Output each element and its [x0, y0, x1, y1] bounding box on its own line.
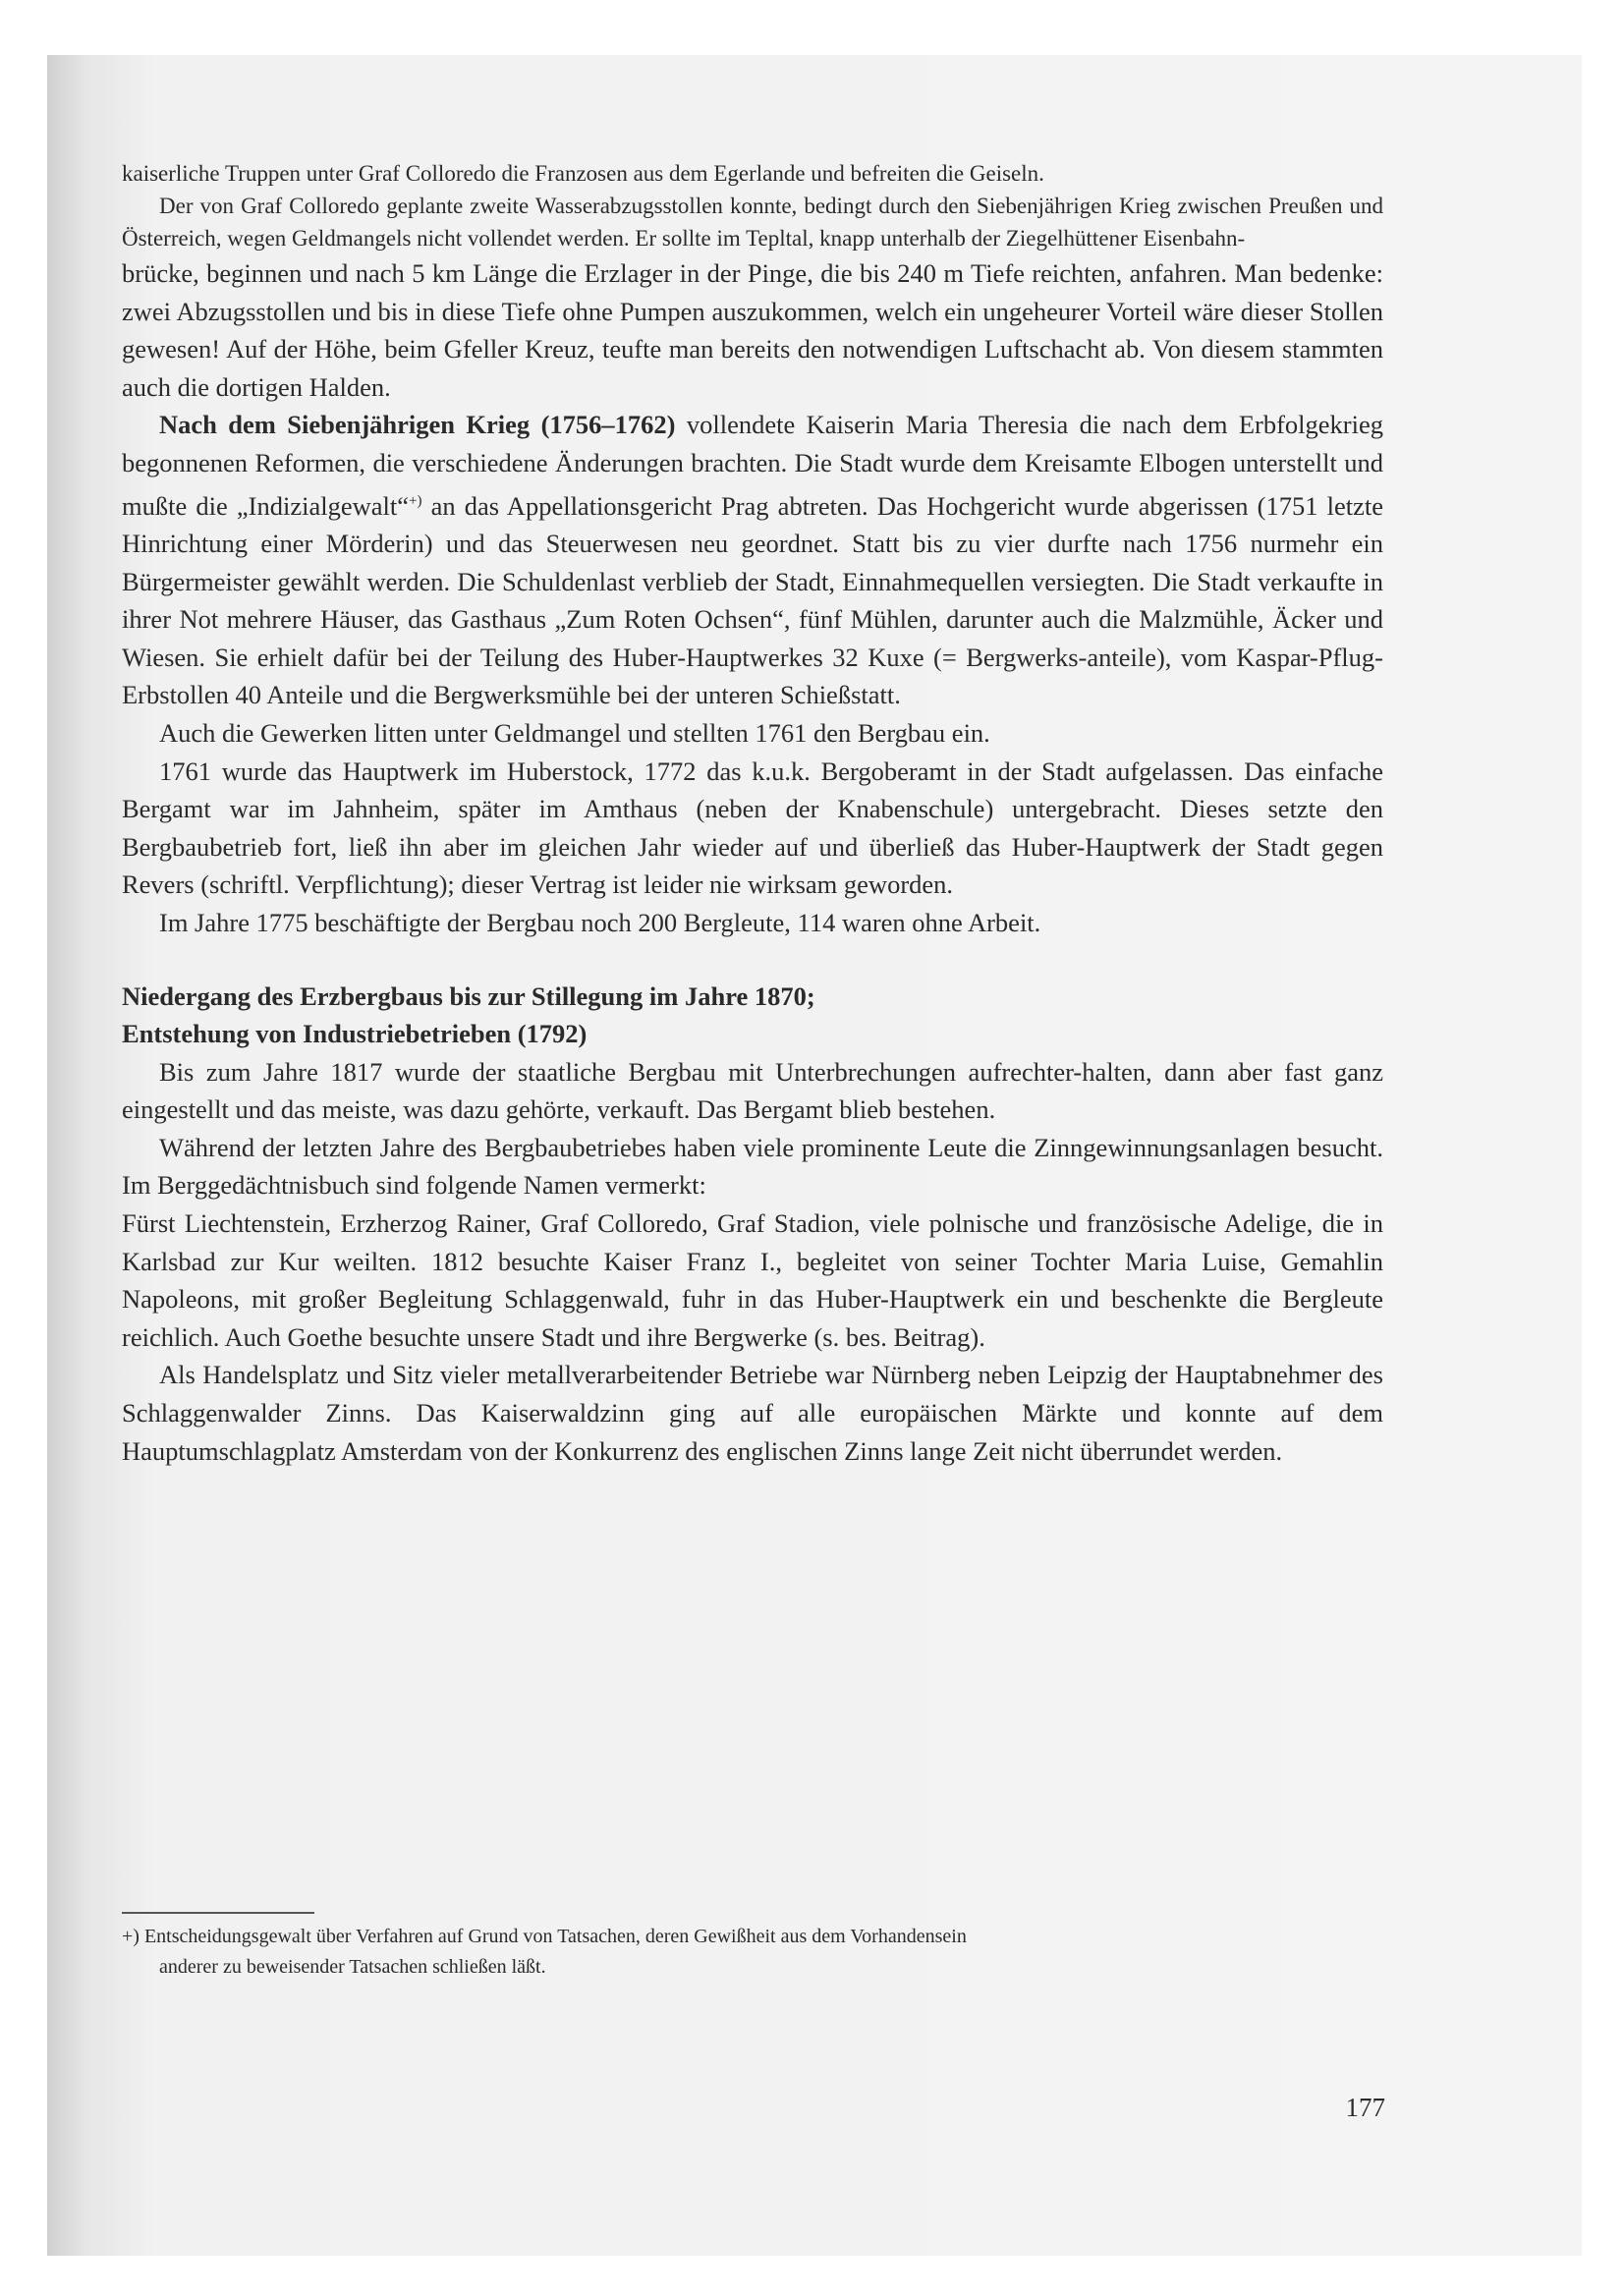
section-heading-line2: Entstehung von Industriebetrieben (1792): [122, 1019, 588, 1049]
paragraph-handelsplatz: Als Handelsplatz und Sitz vieler metallverarbeitender Betriebe war Nürnberg neben Leipzig der Hauptabnehmer des Schlaggenwalder Zinns. Das Kaiserwaldzinn ging auf alle europäischen Märkte und konnte auf dem Hauptumschlagplatz Amsterdam von der Konkurrenz des englischen Zinns lange Zeit nicht überrundet werden.: [122, 1360, 1383, 1466]
footnote: [122, 1922, 1383, 1983]
paragraph-gewerken: Auch die Gewerken litten unter Geldmangel und stellten 1761 den Bergbau ein.: [159, 717, 990, 748]
paragraph-besucher: Während der letzten Jahre des Bergbaubetriebes haben viele prominente Leute die Zinngewinnungsanlagen besucht. Im Berggedächtnisbuch sind folgende Namen vermerkt:: [122, 1132, 1383, 1201]
paragraph-stollen-continued: brücke, beginnen und nach 5 km Länge die Erzlager in der Pinge, die bis 240 m Tiefe reichten, anfahren. Man bedenke: zwei Abzugsstollen und bis in diese Tiefe ohne Pumpen auszukommen, welch ein ungeheurer Vorteil wäre dieser Stollen gewesen! Auf der Höhe, beim Gfeller Kreuz, teufte man bereits den notwendigen Luftschacht ab. Von diesem stammten auch die dortigen Halden.: [122, 258, 1383, 402]
section-gap: [122, 942, 1383, 978]
paragraph-stollen: Der von Graf Colloredo geplante zweite Wasserabzugsstollen konnte, bedingt durch den Siebenjährigen Krieg zwischen Preußen und Österreich, wegen Geldmangels nicht vollendet werden. Er sollte im Tepltal, knapp unterhalb der Ziegelhüttener Eisenbahn-: [122, 194, 1383, 251]
footnote-rule: [122, 1912, 314, 1914]
paragraph-text: vollendete Kaiserin Maria Theresia die nach dem Erbfolgekrieg begonnenen Reformen, die verschiedene Änderungen brachten. Die Stadt wurde dem Kreisamte Elbogen unterstellt und mußte die „Indizialgewalt“: [122, 410, 1383, 521]
footnote-marker: +): [409, 492, 422, 509]
paragraph-1817: Bis zum Jahre 1817 wurde der staatliche Bergbau mit Unterbrechungen aufrechter-halten, dann aber fast ganz eingestellt und das meiste, was dazu gehörte, verkauft. Das Bergamt blieb bestehen.: [122, 1056, 1383, 1125]
paragraph-intro: kaiserliche Truppen unter Graf Colloredo die Franzosen aus dem Egerlande und befreiten die Geiseln.: [122, 161, 1044, 186]
footnote-line1: +) Entscheidungsgewalt über Verfahren auf Grund von Tatsachen, deren Gewißheit aus dem Vorhandensein: [122, 1926, 967, 1947]
paragraph-text-tail: an das Appellationsgericht Prag abtreten. Das Hochgericht wurde abgerissen (1751 letzte Hinrichtung einer Mörderin) und das Steuerwesen neu geordnet. Statt bis zu vier durfte nach 1756 nurmehr ein Bürgermeister gewählt werden. Die Schuldenlast verblieb der Stadt, Einnahmequellen versiegten. Die Stadt verkaufte in ihrer Not mehrere Häuser, das Gasthaus „Zum Roten Ochsen“, fünf Mühlen, darunter auch die Malzmühle, Äcker und Wiesen. Sie erhielt dafür bei der Teilung des Huber-Hauptwerkes 32 Kuxe (= Bergwerks-anteile), vom Kaspar-Pflug-Erbstollen 40 Anteile und die Bergwerksmühle bei der unteren Schießstatt.: [122, 490, 1383, 710]
paragraph-lead-bold: Nach dem Siebenjährigen Krieg (1756–1762): [159, 410, 676, 440]
footnote-line2: anderer zu beweisender Tatsachen schließen läßt.: [159, 1956, 546, 1978]
paragraph-siebenjaehriger-krieg: [122, 406, 1383, 714]
paragraph-1775: Im Jahre 1775 beschäftigte der Bergbau noch 200 Bergleute, 114 waren ohne Arbeit.: [159, 907, 1041, 937]
paragraph-hauptwerk: 1761 wurde das Hauptwerk im Huberstock, 1772 das k.u.k. Bergoberamt in der Stadt aufgelassen. Das einfache Bergamt war im Jahnheim, später im Amthaus (neben der Knabenschule) untergebracht. Dieses setzte den Bergbaubetrieb fort, ließ ihn aber im gleichen Jahr wieder auf und überließ das Huber-Hauptwerk der Stadt gegen Revers (schriftl. Verpflichtung); dieser Vertrag ist leider nie wirksam geworden.: [122, 756, 1383, 900]
section-heading-line1: Niedergang des Erzbergbaus bis zur Stillegung im Jahre 1870;: [122, 980, 815, 1011]
page-number: 177: [1345, 2093, 1385, 2122]
page-body: [122, 157, 1383, 1470]
paragraph-namen: Fürst Liechtenstein, Erzherzog Rainer, Graf Colloredo, Graf Stadion, viele polnische und französische Adelige, die in Karlsbad zur Kur weilten. 1812 besuchte Kaiser Franz I., begleitet von seiner Tochter Maria Luise, Gemahlin Napoleons, mit großer Begleitung Schlaggenwald, fuhr in das Huber-Hauptwerk ein und beschenkte die Bergleute reichlich. Auch Goethe besuchte unsere Stadt und ihre Bergwerke (s. bes. Beitrag).: [122, 1208, 1383, 1352]
